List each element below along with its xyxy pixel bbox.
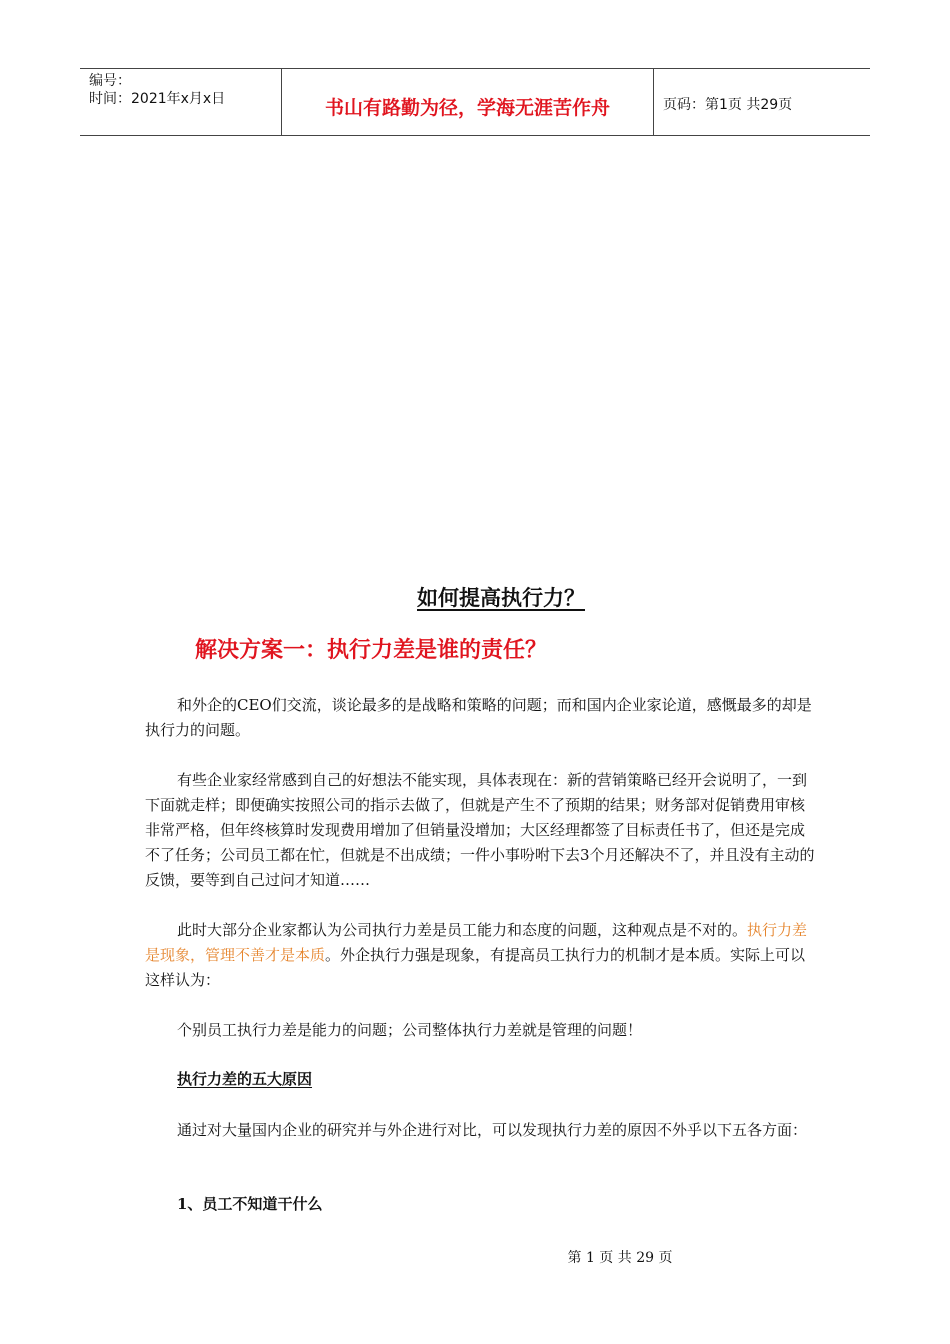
paragraph-3	[145, 918, 815, 993]
paragraph-3-start: 此时大部分企业家都认为公司执行力差是员工能力和态度的问题，这种观点是不对的。	[177, 921, 748, 939]
paragraph-1	[145, 693, 815, 743]
paragraph-4-text: 个别员工执行力差是能力的问题；公司整体执行力差就是管理的问题！	[177, 1021, 643, 1039]
numbered-heading-1: 1、员工不知道干什么	[177, 1195, 323, 1213]
document-title: 如何提高执行力？	[417, 586, 585, 610]
document-subtitle: 解决方案一：执行力差是谁的责任？	[195, 638, 548, 663]
paragraph-3-highlight: 执行力差是现象，管理不善才是本质	[145, 921, 808, 964]
header-motto: 书山有路勤为径，学海无涯苦作舟	[282, 69, 654, 135]
paragraph-2-text: 有些企业家经常感到自己的好想法不能实现，具体表现在：新的营销策略已经开会说明了，一到下面就走样；即便确实按照公司的指示去做了，但就是产生不了预期的结果；财务部对促销费用审核非常严格，但年终核算时发现费用增加了但销量没增加；大区经理都签了目标责任书了，但还是完成不了任务；公司员工都在忙，但就是不出成绩；一件小事吩咐下去3个月还解决不了，并且没有主动的反馈，要等到自己过问才知道……	[145, 771, 815, 889]
section-heading: 执行力差的五大原因	[177, 1070, 313, 1088]
paragraph-2	[145, 768, 815, 893]
paragraph-3-text	[145, 918, 815, 993]
paragraph-4	[145, 1018, 815, 1043]
header-page-info: 页码：第1页 共29页	[663, 97, 793, 113]
paragraph-5	[145, 1118, 815, 1143]
paragraph-1-text: 和外企的CEO们交流，谈论最多的是战略和策略的问题；而和国内企业家论道，感慨最多的却是执行力的问题。	[145, 696, 812, 739]
paragraph-3-end: 。外企执行力强是现象，有提高员工执行力的机制才是本质。实际上可以这样认为：	[145, 946, 806, 989]
paragraph-5-text: 通过对大量国内企业的研究并与外企进行对比，可以发现执行力差的原因不外乎以下五各方面：	[177, 1121, 808, 1139]
document-number-label: 编号：	[89, 73, 131, 89]
page-header	[80, 68, 870, 136]
document-time-label: 时间：2021年x月x日	[89, 91, 226, 107]
header-meta-cell	[80, 69, 282, 135]
page-footer: 第 1 页 共 29 页	[567, 1250, 673, 1266]
